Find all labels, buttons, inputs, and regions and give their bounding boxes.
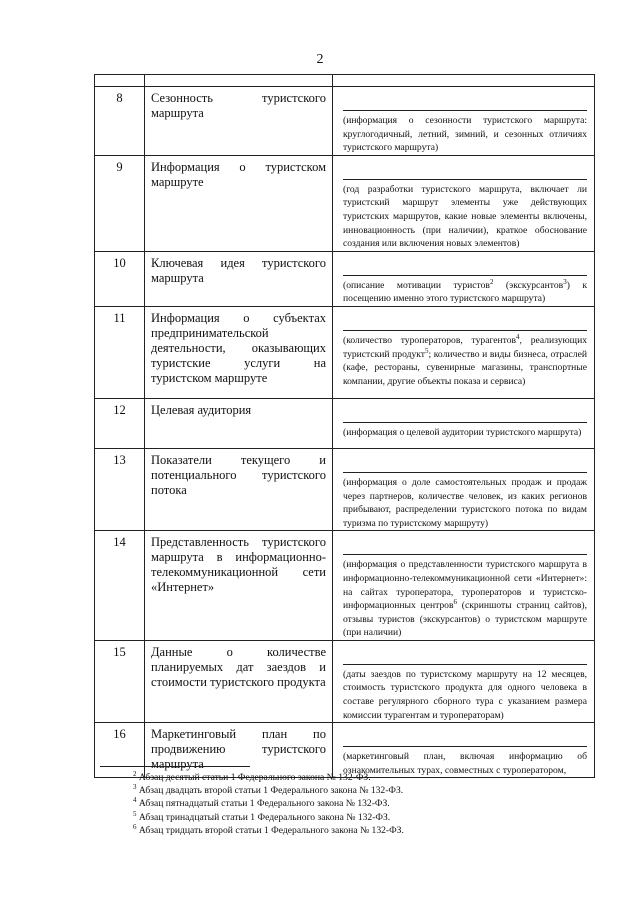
table-row-14 bbox=[95, 531, 595, 641]
table-row-9 bbox=[95, 155, 595, 251]
row-title: Сезонность туристского маршрута bbox=[145, 87, 333, 156]
fill-line bbox=[343, 164, 587, 180]
fill-line bbox=[343, 539, 587, 555]
footnote-mark: 5 bbox=[133, 809, 137, 818]
table-row-11 bbox=[95, 306, 595, 398]
table-row-13 bbox=[95, 448, 595, 530]
row-info: (информация о сезонности туристского маршрута: круглогодичный, летний, зимний, и сезонных отличиях туристского маршрута) bbox=[343, 115, 587, 154]
row-title: Показатели текущего и потенциального туристского потока bbox=[145, 448, 333, 530]
route-info-table bbox=[94, 74, 595, 778]
footnote: $^2$ Абзац десятый статьи 1 Федерального закона № 132-ФЗ. bbox=[133, 769, 371, 783]
row-number: 9 bbox=[95, 155, 145, 251]
footnotes bbox=[133, 771, 404, 837]
page-number: 2 bbox=[316, 52, 324, 67]
footnote-ref: 6 bbox=[453, 597, 458, 606]
row-number: 8 bbox=[95, 87, 145, 156]
fill-line bbox=[343, 315, 587, 331]
row-number: 11 bbox=[95, 306, 145, 398]
footnote: $^6$ Абзац тридцать второй статьи 1 Федерального закона № 132-ФЗ. bbox=[133, 822, 404, 836]
row-number: 14 bbox=[95, 531, 145, 641]
row-title: Маркетинговый план по продвижению туристского маршрута bbox=[145, 723, 333, 778]
footnote-separator bbox=[100, 766, 250, 767]
fill-line bbox=[343, 731, 587, 747]
footnote: $^5$ Абзац тринадцатый статьи 1 Федерального закона № 132-ФЗ. bbox=[133, 809, 391, 823]
footnote-mark: 6 bbox=[133, 822, 137, 831]
row-title: Данные о количестве планируемых дат заездов и стоимости туристского продукта bbox=[145, 640, 333, 722]
row-info: (количество туроператоров, турагентов$^4$, реализующих туристский продукт$^5$; количество и виды бизнеса, отраслей (кафе, рестораны, сувенирные магазины, транспортные компании, другие объекты показа и сервиса) bbox=[343, 332, 587, 387]
row-info: (информация о представленности туристского маршрута в информационно-телекоммуникационной сети «Интернет»: на сайтах туроператора, туроператоров и туристско-информационных центров$^6$ (скриншоты страниц сайтов), отзывы туристов (экскурсантов) о туристском маршруте (при наличии) bbox=[343, 559, 587, 639]
row-number: 13 bbox=[95, 448, 145, 530]
footnote: $^3$ Абзац двадцать второй статьи 1 Федерального закона № 132-ФЗ. bbox=[133, 783, 404, 797]
row-info: (информация о доле самостоятельных продаж и продаж через партнеров, количестве человек, из каких регионов прибывают, распределении туристского потока по видам туризма по туристскому маршруту) bbox=[343, 476, 587, 529]
footnote-ref: 4 bbox=[516, 332, 520, 341]
footnote-ref: 3 bbox=[563, 277, 567, 286]
table-header-continuation-row bbox=[95, 75, 595, 87]
table-row-12 bbox=[95, 398, 595, 448]
row-info: (описание мотивации туристов$^2$ (экскурсантов$^3$) к посещению именно этого туристского маршрута) bbox=[343, 277, 588, 305]
row-title: Информация о туристском маршруте bbox=[145, 155, 333, 251]
table-row-15 bbox=[95, 640, 595, 722]
row-title: Целевая аудитория bbox=[145, 398, 333, 448]
fill-line bbox=[343, 95, 587, 111]
table-row-10 bbox=[95, 251, 595, 306]
footnote-mark: 2 bbox=[133, 769, 137, 778]
row-info: (маркетинговый план, включая информацию об ознакомительных турах, совместных с туроператором, bbox=[343, 751, 587, 776]
row-number: 16 bbox=[95, 723, 145, 778]
fill-line bbox=[343, 649, 587, 665]
row-number: 15 bbox=[95, 640, 145, 722]
footnote-mark: 3 bbox=[133, 783, 137, 792]
row-info: (информация о целевой аудитории туристского маршрута) bbox=[343, 426, 582, 438]
row-info: (даты заездов по туристскому маршруту на 12 месяцев, стоимость туристского продукта для одного человека в составе регулярного сборного тура с указанием размера комиссии турагентам и туроператорам) bbox=[343, 668, 587, 721]
fill-line bbox=[343, 457, 587, 473]
row-title: Информация о субъектах предпринимательской деятельности, оказывающих туристские услуги на туристском маршруте bbox=[145, 306, 333, 398]
row-number: 10 bbox=[95, 251, 145, 306]
row-title: Представленность туристского маршрута в информационно-телекоммуникационной сети «Интернет» bbox=[145, 531, 333, 641]
footnote-ref: 5 bbox=[425, 346, 429, 355]
footnote: $^4$ Абзац пятнадцатый статьи 1 Федерального закона № 132-ФЗ. bbox=[133, 796, 390, 810]
footnote-ref: 2 bbox=[489, 277, 494, 286]
table-row-8 bbox=[95, 87, 595, 156]
footnote-mark: 4 bbox=[133, 796, 137, 805]
row-info: (год разработки туристского маршрута, включает ли туристский маршрут элементы уже действующих туристских маршрутов, какие новые элементы включены, инновационность (при наличии), краткое обоснование создания или включения новых элементов) bbox=[343, 183, 587, 250]
row-title: Ключевая идея туристского маршрута bbox=[145, 251, 333, 306]
table-row-16 bbox=[95, 723, 595, 778]
row-number: 12 bbox=[95, 398, 145, 448]
fill-line bbox=[343, 260, 587, 276]
fill-line bbox=[343, 407, 587, 423]
